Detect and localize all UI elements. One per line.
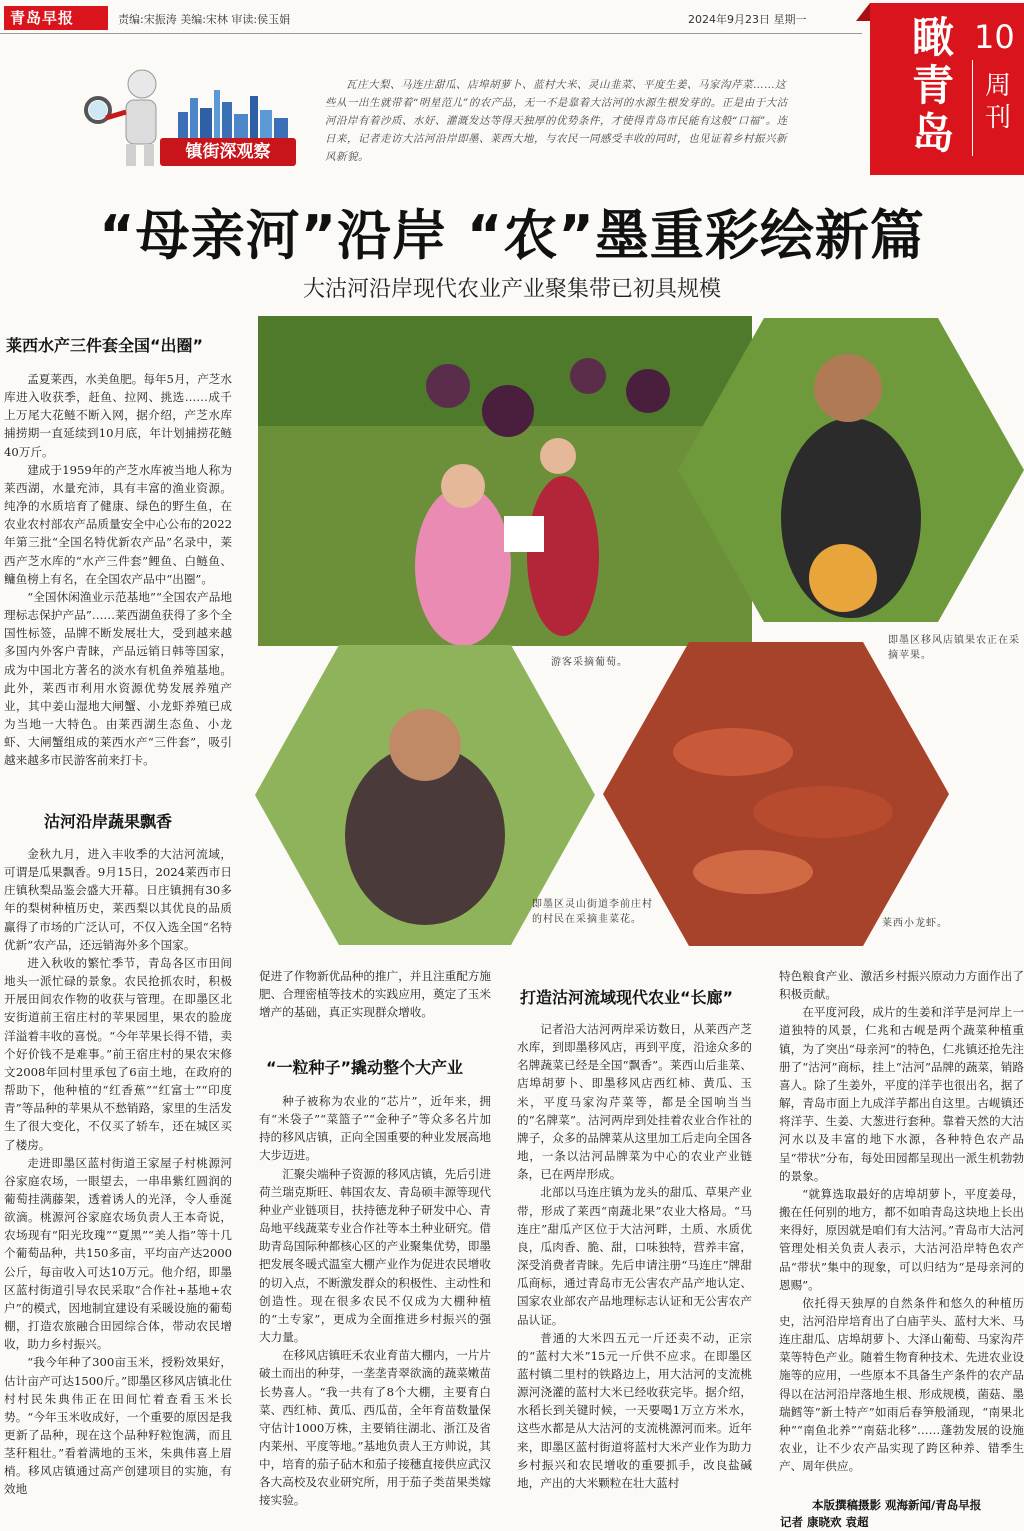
section2-paragraph: 走进即墨区蓝村街道王家屋子村桃源河谷家庭农场，一眼望去，一串串紫红圆润的葡萄挂满藤架，透着诱人的光泽，令人垂涎欲滴。桃源河谷家庭农场负责人王本奇说，农场现有“阳光玫瑰”“夏黑”“美人指”等十几个葡萄品种，共150多亩，平均亩产达2000公斤，每亩收入可达10万元。他介绍，即墨区蓝村街道引导农民采取“合作社+基地+农户”的模式，因地制宜建设有采暖设施的葡萄棚，打造农旅融合田园综合体，带动农民增收，助力乡村振兴。 — [4, 1155, 232, 1352]
section3-paragraph: 在移风店镇旺禾农业育苗大棚内，一片片破土而出的种芽，一垄垄青翠欲滴的蔬菜嫩苗长势喜人。“我一共有了8个大棚，主要育白菜、西红柿、黄瓜、西瓜苗，全年育苗数量保守估计1000万株，主要销往湖北、浙江及省内莱州、平度等地。”基地负责人王方帅说，其中，培育的茄子砧木和茄子接穗直接供应武汉各大高校及农业研究所，用于茄子类苗果类嫁接实验。 — [259, 1348, 492, 1508]
section4-paragraph: 记者沿大沽河两岸采访数日，从莱西产芝水库，到即墨移风店，再到平度，沿途众多的名牌蔬菜已经是全国“飘香”。莱西山后韭菜、店埠胡萝卜、即墨移风店西红柿、黄瓜、玉米，平度马家沟芹菜等，都是全国响当当的“名牌菜”。沽河两岸到处挂着农业合作社的牌子，众多的品牌菜从这里加工后走向全国各地，一条以沽河品牌菜为中心的农业产业链条，已在两岸形成。 — [517, 1022, 752, 1182]
grapes-caption: 游客采摘葡萄。 — [551, 657, 628, 668]
section1-title: 莱西水产三件套全国“出圈” — [6, 336, 204, 355]
section5-paragraph: 特色粮食产业、激活乡村振兴原动力方面作出了积极贡献。 — [779, 969, 1024, 1002]
section1-body — [4, 370, 232, 769]
section1-paragraph: “全国休闲渔业示范基地”“全国农产品地理标志保护产品”……莱西湖鱼获得了多个全国性标签，品牌不断发展壮大，受到越来越多国内外客户青睐，产品远销日韩等国家，成为中国北方著名的淡水有机鱼养殖基地。此外，莱西市利用水资源优势发展养殖产业，其中姜山湿地大闸蟹、小龙虾养殖已成为当地一大特色。由莱西湖生态鱼、小龙虾、大闸蟹组成的莱西水产“三件套”，吸引越来越多市民游客前来打卡。 — [4, 589, 232, 768]
page-label: 周刊 — [984, 71, 1011, 133]
section5-paragraph: 在平度河段，成片的生姜和洋芋是河岸上一道独特的风景，仁兆和古岘是两个蔬菜种植重镇，为了突出“母亲河”的特色，仁兆镇还抢先注册了“沽河”商标，挂上“沽河”品牌的蔬菜，销路喜人。除了生姜外，平度的洋芋也很出名，据了解，青岛市面上九成洋芋都出自这里。古岘镇还将洋芋、生姜、大葱进行套种。靠着天然的大沽河水以及丰富的地下水源，各种特色农产品呈“带状”分布，每处田园都呈现出一派生机勃勃的景象。 — [779, 1005, 1024, 1183]
section5-paragraph: 依托得天独厚的自然条件和悠久的种植历史，沽河沿岸培育出了白庙芋头、蓝村大米、马连庄甜瓜、店埠胡萝卜、大泽山葡萄、马家沟芹菜等特色产业。随着生物育种技术、先进农业设施等的应用，一些原本不具备生产条件的农产品得以在沽河沿岸落地生根、形成规模，菌菇、墨瑞鳕等“新土特产”如雨后春笋般涌现，“南果北种”“南鱼北养”“南菇北移”……蓬勃发展的设施农业，让不少农产品实现了跨区种养、错季生产、周年供应。 — [779, 1295, 1024, 1474]
section2-body-b — [259, 967, 491, 1021]
section-flag — [856, 3, 870, 21]
byline-source: 本版撰稿摄影 观海新闻/青岛早报 — [812, 1498, 982, 1512]
header-rule — [0, 33, 862, 34]
section4-title: 打造沽河流域现代农业“长廊” — [520, 988, 734, 1007]
lead-paragraph: 瓦庄大梨、马连庄甜瓜、店埠胡萝卜、蓝村大米、灵山韭菜、平度生姜、马家沟芹菜……这些从一出生就带着“明星范儿”的农产品，无一不是靠着大沽河的水源生根发芽的。正是由于大沽河沿岸有着沙质、水好、灌溉发达等得天独厚的优势条件，才使得青岛市民能有这般“口福”。连日来，记者走访大沽河沿岸即墨、莱西大地，与农民一同感受丰收的同时，也见证着乡村振兴新风新貌。 — [325, 79, 788, 163]
page-number: 10 — [974, 18, 1015, 56]
section2-paragraph: “我今年种了300亩玉米，授粉效果好，估计亩产可达1500斤。”即墨区移风店镇北仕村村民朱典伟正在田间忙着查看玉米长势。“今年玉米收成好，一个重要的原因是我更新了品种，现在这个品种籽粒饱满，而且茎秆粗壮。”看着满地的玉米，朱典伟喜上眉梢。移风店镇通过高产创建项目的实施，有效地 — [4, 1355, 232, 1497]
magnifier-figure-icon — [86, 70, 156, 166]
section2-title: 沽河沿岸蔬果飘香 — [44, 812, 173, 831]
column-label: 镇街深观察 — [160, 138, 296, 166]
section3-paragraph: 种子被称为农业的“芯片”，近年来，拥有“米袋子”“菜篮子”“金种子”等众多名片加持的移风店镇，正向全国重要的种业发展高地大步迈进。 — [259, 1094, 491, 1163]
leeks-caption: 即墨区灵山街道李前庄村的村民在采摘韭菜花。 — [532, 899, 653, 925]
section-name: 瞰青岛 — [911, 13, 954, 158]
section1-paragraph: 建成于1959年的产芝水库被当地人称为莱西湖，水量充沛，具有丰富的渔业资源。纯净的水质培育了健康、绿色的野生鱼，在农业农村部农产品质量安全中心公布的2022年第三批“全国名特优新农产品”名录中，莱西产芝水库的“水产三件套”鲤鱼、白鲢鱼、鳙鱼榜上有名，在全国农产品中“出圈”。 — [4, 462, 232, 586]
farmer-caption: 即墨区移风店镇果农正在采摘苹果。 — [888, 635, 1020, 661]
section4-paragraph: 北部以马连庄镇为龙头的甜瓜、草果产业带，形成了莱西“南蔬北果”农业大格局。“马连庄”甜瓜产区位于大沽河畔，土质、水质优良，瓜肉香、脆、甜，口味独特，营养丰富，深受消费者青睐。先后申请注册“马连庄”牌甜瓜商标，通过青岛市无公害农产品产地认定、国家农业部农产品地理标志认证和无公害农产品认证。 — [517, 1185, 752, 1327]
byline-reporters: 记者 康晓欢 袁超 — [780, 1515, 869, 1529]
section3-title: “一粒种子”撬动整个大产业 — [266, 1058, 464, 1077]
section4-body — [517, 1020, 752, 1492]
section2-paragraph: 进入秋收的繁忙季节，青岛各区市田间地头一派忙碌的景象。农民抢抓农时，积极开展田间农作物的收获与管理。在即墨区北安街道前王宿庄村的苹果园里，果农的脸庞洋溢着丰收的喜悦。“今年苹果长得不错，卖个好价钱不是难事。”前王宿庄村的果农宋修文2008年回村里承包了6亩土地，在政府的帮助下，他种植的“红香蕉”“红富士”“印度青”等品种的苹果从不愁销路，家里的生活发生了很大变化，不仅买了轿车，还在城区买了楼房。 — [4, 955, 232, 1152]
section3-body — [259, 1092, 491, 1510]
section2-paragraph: 金秋九月，进入丰收季的大沽河流域，可谓是瓜果飘香。9月15日，2024莱西市日庄镇秋梨品鉴会盛大开幕。日庄镇拥有30多年的梨树种植历史，莱西梨以其优良的品质赢得了市场的广泛认可，不仅入选全国“名特优新”农产品，还远销海外多个国家。 — [4, 847, 232, 952]
banner-divider — [972, 60, 973, 156]
newspaper-logo: 青岛早报 — [4, 6, 108, 30]
issue-date: 2024年9月23日 星期一 — [688, 13, 807, 26]
headline: “母亲河”沿岸 “农”墨重彩绘新篇 — [99, 204, 925, 267]
section5-paragraph: “就算选取最好的店埠胡萝卜，平度姜母，搬在任何别的地方，都不如咱青岛这块地上长出来得好，原因就是咱们有大沽河。”青岛市大沽河管理处相关负责人表示，大沽河沿岸特色农产品“带状”集中的现象，可以归结为“是母亲河的恩赐”。 — [779, 1186, 1024, 1292]
subheadline: 大沽河沿岸现代农业产业聚集带已初具规模 — [302, 277, 721, 302]
editor-credits: 责编:宋振涛 美编:宋林 审读:侯玉娟 — [118, 13, 291, 26]
section2-body-a — [4, 845, 232, 1499]
section5-body — [779, 967, 1024, 1475]
section4-paragraph: 普通的大米四五元一斤还卖不动，正宗的“蓝村大米”15元一斤供不应求。在即墨区蓝村镇二里村的铁路边上，用大沽河的支流桃源河浇灌的蓝村大米已经收获完毕。据介绍，水稻长到关键时候，一天要喝1万立方米水，这些水都是从大沽河的支流桃源河而来。近年来，即墨区蓝村街道将蓝村大米产业作为助力乡村振兴和农民增收的重要抓手，改良盐碱地，产出的大米颗粒在壮大蓝村 — [517, 1330, 752, 1490]
section3-paragraph: 汇聚尖端种子资源的移风店镇，先后引进荷兰瑞克斯旺、韩国农友、青岛硕丰源等现代种业产业链项目，扶持德龙种子研发中心、青岛地平线蔬菜专业合作社等本土种业研究。借助青岛国际种都核心区的产业聚集优势，即墨把发展冬暖式温室大棚产业作为促进农民增收的切入点，不断激发群众的积极性、主动性和创造性。现在很多农民不仅成为大棚种植的“土专家”，更成为全面推进乡村振兴的强大力量。 — [259, 1166, 491, 1345]
crayfish-caption: 莱西小龙虾。 — [882, 918, 948, 929]
section1-paragraph: 孟夏莱西，水美鱼肥。每年5月，产芝水库进入收获季，赶鱼、拉网、挑选……成千上万尾大花鲢不断入网，据介绍，产芝水库捕捞期一直延续到10月底，年计划捕捞花鲢40万斤。 — [4, 372, 232, 459]
section2-paragraph: 促进了作物新优品种的推广，并且注重配方施肥、合理密植等技术的实践应用，奠定了玉米增产的基础，真正实现群众增收。 — [259, 969, 491, 1020]
farmer-photo — [678, 318, 1024, 622]
